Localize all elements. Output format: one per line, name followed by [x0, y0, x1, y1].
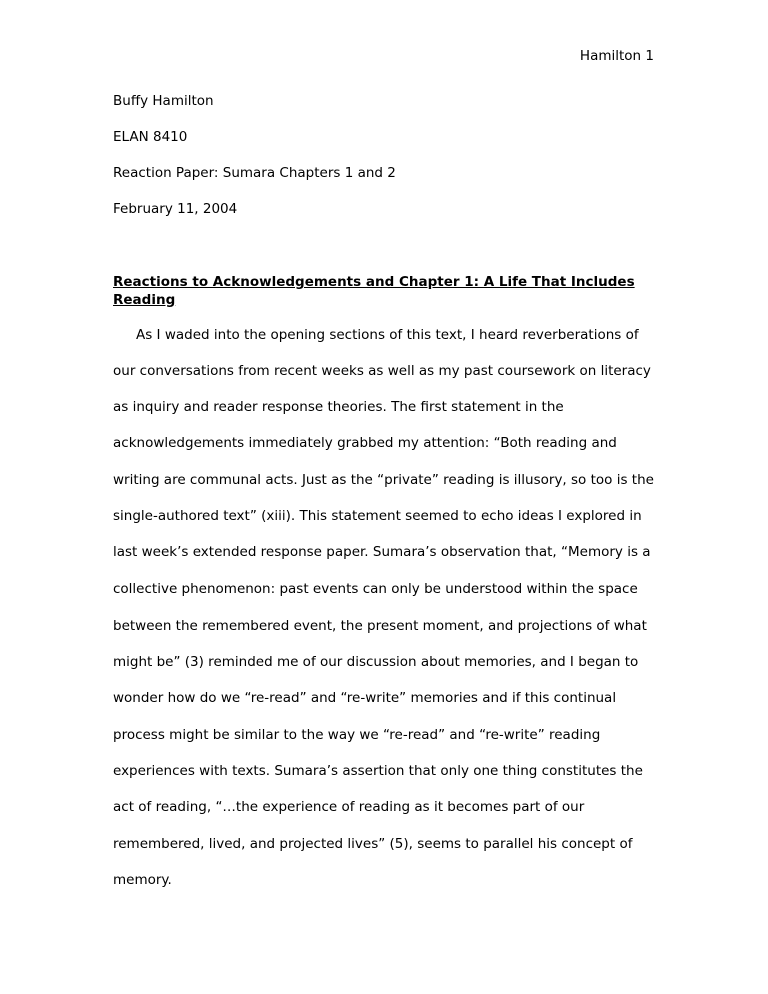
paragraph-line: process might be similar to the way we “re-read” and “re-write” reading: [113, 727, 601, 743]
paragraph-line: as inquiry and reader response theories. The first statement in the: [113, 399, 564, 415]
paragraph-line: last week’s extended response paper. Sumara’s observation that, “Memory is a: [113, 544, 651, 560]
paragraph-line: memory.: [113, 872, 172, 888]
running-head: Hamilton 1: [579, 48, 654, 64]
paragraph-line: collective phenomenon: past events can only be understood within the space: [113, 581, 638, 597]
paragraph-line: our conversations from recent weeks as well as my past coursework on literacy: [113, 363, 651, 379]
paragraph-line: As I waded into the opening sections of this text, I heard reverberations of: [136, 327, 639, 343]
section-heading: Reactions to Acknowledgements and Chapter 1: A Life That Includes Reading: [113, 274, 635, 308]
paragraph-line: remembered, lived, and projected lives” (5), seems to parallel his concept of: [113, 836, 633, 852]
paragraph-line: wonder how do we “re-read” and “re-write” memories and if this continual: [113, 690, 617, 706]
paragraph-line: acknowledgements immediately grabbed my attention: “Both reading and: [113, 435, 617, 451]
course-number: ELAN 8410: [113, 129, 188, 145]
paragraph-line: experiences with texts. Sumara’s assertion that only one thing constitutes the: [113, 763, 643, 779]
paragraph-line: might be” (3) reminded me of our discussion about memories, and I began to: [113, 654, 639, 670]
paper-date: February 11, 2004: [113, 201, 238, 217]
paragraph-line: between the remembered event, the present moment, and projections of what: [113, 618, 647, 634]
paragraph-line: writing are communal acts. Just as the “private” reading is illusory, so too is the: [113, 472, 654, 488]
paragraph-line: single-authored text” (xiii). This statement seemed to echo ideas I explored in: [113, 508, 642, 524]
assignment-title: Reaction Paper: Sumara Chapters 1 and 2: [113, 165, 396, 181]
author-name: Buffy Hamilton: [113, 93, 214, 109]
paragraph-line: act of reading, “…the experience of reading as it becomes part of our: [113, 799, 585, 815]
